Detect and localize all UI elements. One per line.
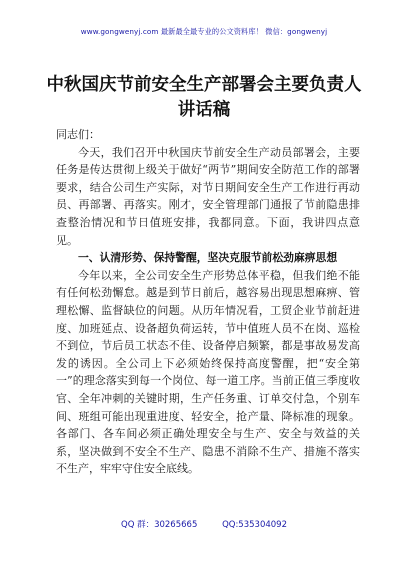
qq-text: QQ:535304092 (222, 520, 287, 530)
section-heading-1: 一、认清形势、保持警醒，坚决克服节前松劲麻痹思想 (78, 251, 338, 265)
paragraph-section-1: 今年以来，全公司安全生产形势总体平稳，但我们绝不能有任何松劲懈怠。越是到节日前后，越容易出现思想麻痹、管理松懈、监督缺位的问题。从历年情况看，工贸企业节前赶进度、加班延点、设备超负荷运转，节中值班人员不在岗、巡检不到位，节后员工状态不佳、设备停启频繁，都是事故易发高发的诱因。全公司上下必须始终保持高度警醒，把“安全第一”的理念落实到每一个岗位、每一道工序。当前正值三季度收官、全年冲刺的关键时期，生产任务重、订单交付急，个别车间、班组可能出现重进度、轻安全，抢产量、降标准的现象。各部门、各车间必须正确处理安全与生产、安全与效益的关系，坚决做到不安全不生产、隐患不消除不生产、措施不落实不生产，牢牢守住安全底线。 (56, 268, 360, 476)
paragraph-intro: 今天，我们召开中秋国庆节前安全生产动员部署会，主要任务是传达贯彻上级关于做好“两节”期间安全防范工作的部署要求，结合公司生产实际，对节日期间安全生产工作进行再动员、再部署、再落实。刚才，安全管理部门通报了节前隐患排查整治情况和节日值班安排，我都同意。下面，我讲四点意见。 (56, 145, 360, 247)
document-title: 中秋国庆节前安全生产部署会主要负责人讲话稿 (46, 75, 362, 120)
salutation: 同志们： (56, 128, 100, 141)
site-header: www.gongwenyj.com 最新最全最专业的公文资料库！ 微信：gongwenyj (80, 27, 328, 36)
document-body (56, 126, 360, 478)
footer-contact (0, 518, 408, 530)
qq-group-text: QQ 群：30265665 (121, 520, 198, 530)
